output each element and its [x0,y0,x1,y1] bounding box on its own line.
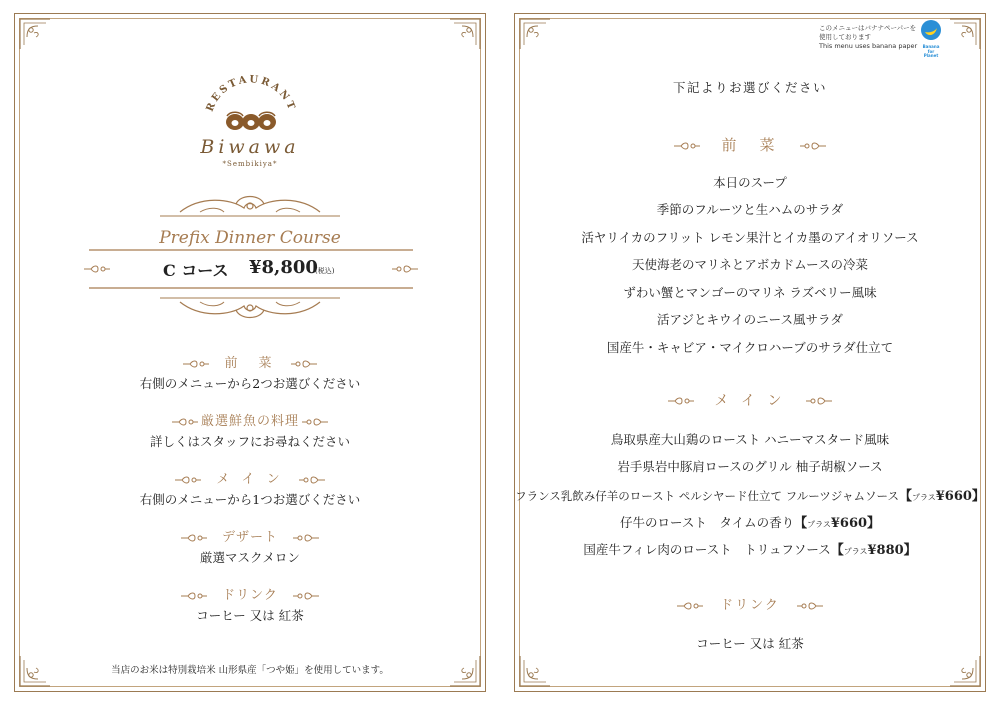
heading-ornament-icon [673,141,701,151]
main-item-name: 鳥取県産大山鶏のロースト ハニーマスタード風味 [610,432,890,447]
banana-logo-text: for [927,48,935,54]
banana-logo-text: Banana [922,44,940,49]
choose-instruction: 下記よりお選びください [672,80,827,95]
surcharge-bracket: 【 [830,543,844,558]
surcharge-label: プラス [807,520,831,529]
section-heading-text: メ イ ン [714,393,786,409]
heading-ornament-icon [796,601,824,611]
logo-subname: *Sembikiya* [222,160,278,168]
appetizer-item: 本日のスープ [713,175,787,190]
surcharge-bracket: 【 [898,489,912,504]
heading-ornament-icon [292,533,320,543]
main-item-name: 国産牛フィレ肉のロースト トリュフソース [583,542,831,557]
heading-ornament-icon [805,396,833,406]
restaurant-logo [201,72,301,190]
main-item [515,512,985,531]
section-heading-text: 厳選鮮魚の料理 [200,414,299,429]
top-flourish-icon [160,192,340,220]
banana-logo [919,19,943,59]
section-text-drink: コーヒー 又は 紅茶 [196,608,304,623]
main-item-name: 仔牛のロースト タイムの香り [619,515,795,530]
heading-ornament-icon [182,359,210,369]
banana-note-line: このメニューはバナナペーパーを [819,24,917,32]
right-menu-panel [514,13,986,692]
surcharge-price: ¥660】 [830,516,881,531]
heading-ornament-icon [676,601,704,611]
heading-ornament-icon [292,591,320,601]
main-item [515,430,985,448]
section-heading-text: 前 菜 [721,136,779,154]
heading-ornament-icon [174,475,202,485]
section-text-fish: 詳しくはスタッフにお尋ねください [149,434,350,449]
corner-ornament-icon [18,17,52,51]
drink-item: コーヒー 又は 紅茶 [696,636,804,651]
section-heading-main [515,390,985,410]
banana-icon [920,19,942,41]
logo-restaurant-text: RESTAURANT [204,74,298,114]
section-heading-fish [15,410,485,429]
course-name: C コース [163,261,229,280]
banana-logo-text: Planet [923,53,939,58]
section-text-main: 右側のメニューから1つお選びください [139,492,361,507]
banana-note-line: 使用しております [819,33,871,41]
course-title: Prefix Dinner Course [159,228,341,248]
course-price: ¥8,800 [249,257,318,278]
appetizer-item: 季節のフルーツと生ハムのサラダ [656,202,844,217]
heading-ornament-icon [180,591,208,601]
section-heading-text: メ イ ン [216,472,284,487]
section-heading-text: ドリンク [720,598,780,613]
heading-ornament-icon [171,417,199,427]
section-text-dessert: 厳選マスクメロン [200,550,300,565]
main-item-name: フランス乳飲み仔羊のロースト ペルシヤード仕立て フルーツジャムソース [515,489,899,503]
appetizer-item: 国産牛・キャビア・マイクロハーブのサラダ仕立て [606,340,894,355]
heading-ornament-icon [180,533,208,543]
corner-ornament-icon [948,654,982,688]
surcharge-label: プラス [911,493,936,502]
banana-paper-note [819,24,917,51]
section-heading-text: デザート [221,530,278,545]
appetizer-item: 天使海老のマリネとアボカドムースの冷菜 [631,257,868,272]
main-item-name: 岩手県岩中豚肩ロースのグリル 柚子胡椒ソース [617,459,883,474]
biwa-fruit-icon [226,112,276,130]
bottom-flourish-icon [160,294,340,322]
surcharge-label: プラス [843,547,868,556]
section-heading-drink [515,594,985,613]
heading-ornament-icon [799,141,827,151]
section-text-appetizer: 右側のメニューから2つお選びください [139,376,361,391]
corner-ornament-icon [518,654,552,688]
heading-ornament-icon [667,396,695,406]
main-item [515,457,985,475]
heading-ornament-icon [290,359,318,369]
appetizer-item: 活ヤリイカのフリット レモン果汁とイカ墨のアイオリソース [581,230,919,245]
corner-ornament-icon [448,17,482,51]
appetizer-item: 活アジとキウイのニース風サラダ [657,312,843,327]
main-item [515,485,985,504]
section-heading-text: 前 菜 [224,356,276,371]
rice-note: 当店のお米は特別栽培米 山形県産「つや姫」を使用しています。 [111,665,389,676]
section-heading-main [15,468,485,487]
surcharge-bracket: 【 [794,516,808,531]
section-heading-text: ドリンク [222,588,278,603]
side-ornament-icon [83,264,111,274]
section-heading-dessert [15,526,485,545]
section-heading-drink [15,584,485,603]
logo-name: Biwawa [200,136,300,158]
surcharge-price: ¥880】 [867,543,917,558]
section-heading-appetizer [15,352,485,371]
side-ornament-icon [391,264,419,274]
left-menu-panel [14,13,486,692]
section-heading-appetizer [515,134,985,155]
heading-ornament-icon [301,417,329,427]
appetizer-item: ずわい蟹とマンゴーのマリネ ラズベリー風味 [623,285,877,300]
surcharge-price: ¥660】 [935,489,985,504]
main-item [515,539,985,558]
banana-note-line: This menu uses banana paper [819,42,918,50]
corner-ornament-icon [948,17,982,51]
heading-ornament-icon [298,475,326,485]
corner-ornament-icon [518,17,552,51]
tax-label: (税込) [315,267,335,275]
